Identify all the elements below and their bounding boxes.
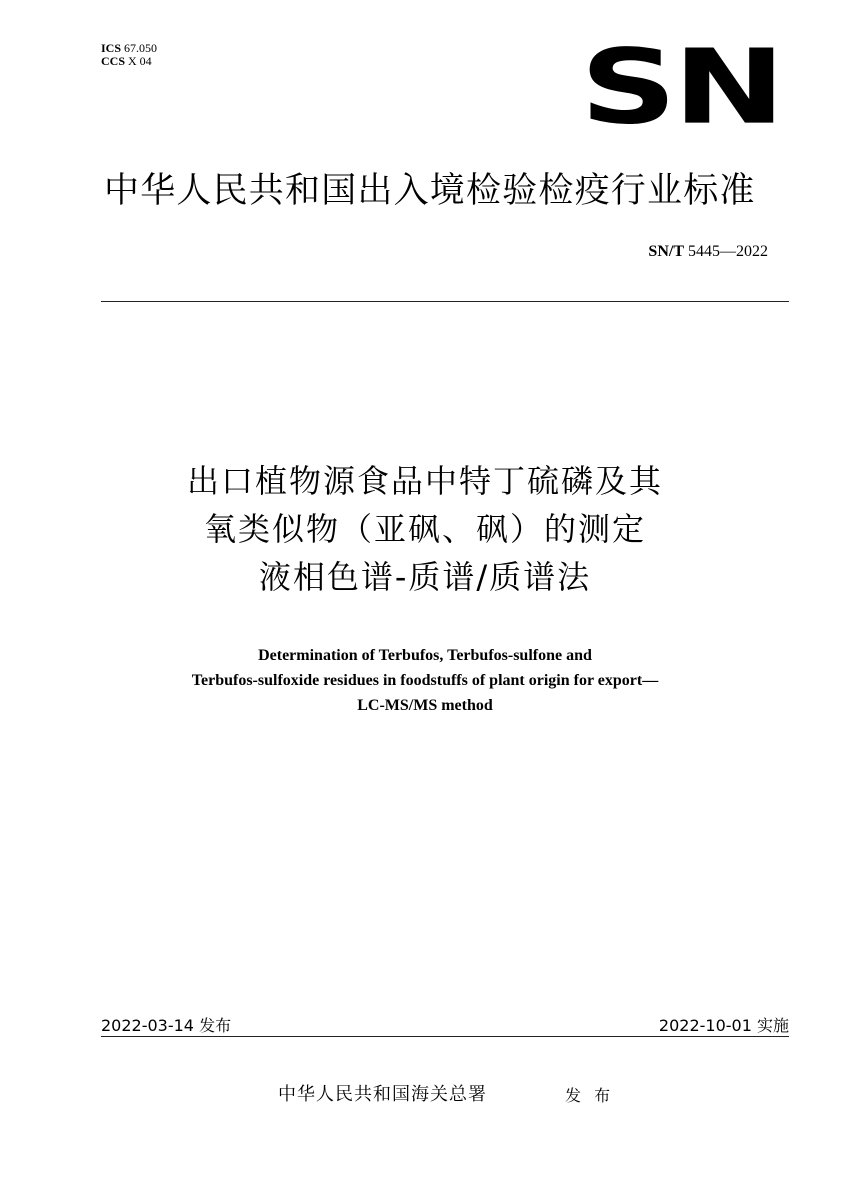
english-title-line-2: Terbufos-sulfoxide residues in foodstuffs of plant origin for export— [191, 672, 659, 689]
chinese-title-line-1: 出口植物源食品中特丁硫磷及其 [186, 462, 663, 500]
sn-logo: SN [580, 27, 782, 148]
english-title [0, 643, 850, 718]
chinese-title-line-2: 氧类似物（亚砜、砜）的测定 [203, 510, 646, 548]
standard-number: SN/T 5445—2022 [648, 243, 768, 260]
footer-divider [101, 1036, 789, 1037]
classification-codes [101, 42, 157, 68]
english-title-line-1: Determination of Terbufos, Terbufos-sulfone and [258, 647, 592, 664]
ics-code: ICS 67.050 [101, 41, 158, 55]
english-title-line-3: LC-MS/MS method [357, 697, 493, 714]
organization-title: 中华人民共和国出入境检验检疫行业标准 [104, 171, 756, 211]
issuing-authority: 中华人民共和国海关总署 [278, 1084, 487, 1105]
chinese-title-line-3: 液相色谱-质谱/质谱法 [258, 558, 592, 596]
ccs-code: CCS X 04 [101, 54, 152, 68]
publish-date: 2022-03-14 发布 [101, 1016, 232, 1035]
chinese-title [0, 457, 850, 601]
header-divider [101, 301, 789, 302]
implement-date: 2022-10-01 实施 [658, 1016, 789, 1035]
issue-label: 发 布 [565, 1086, 615, 1105]
